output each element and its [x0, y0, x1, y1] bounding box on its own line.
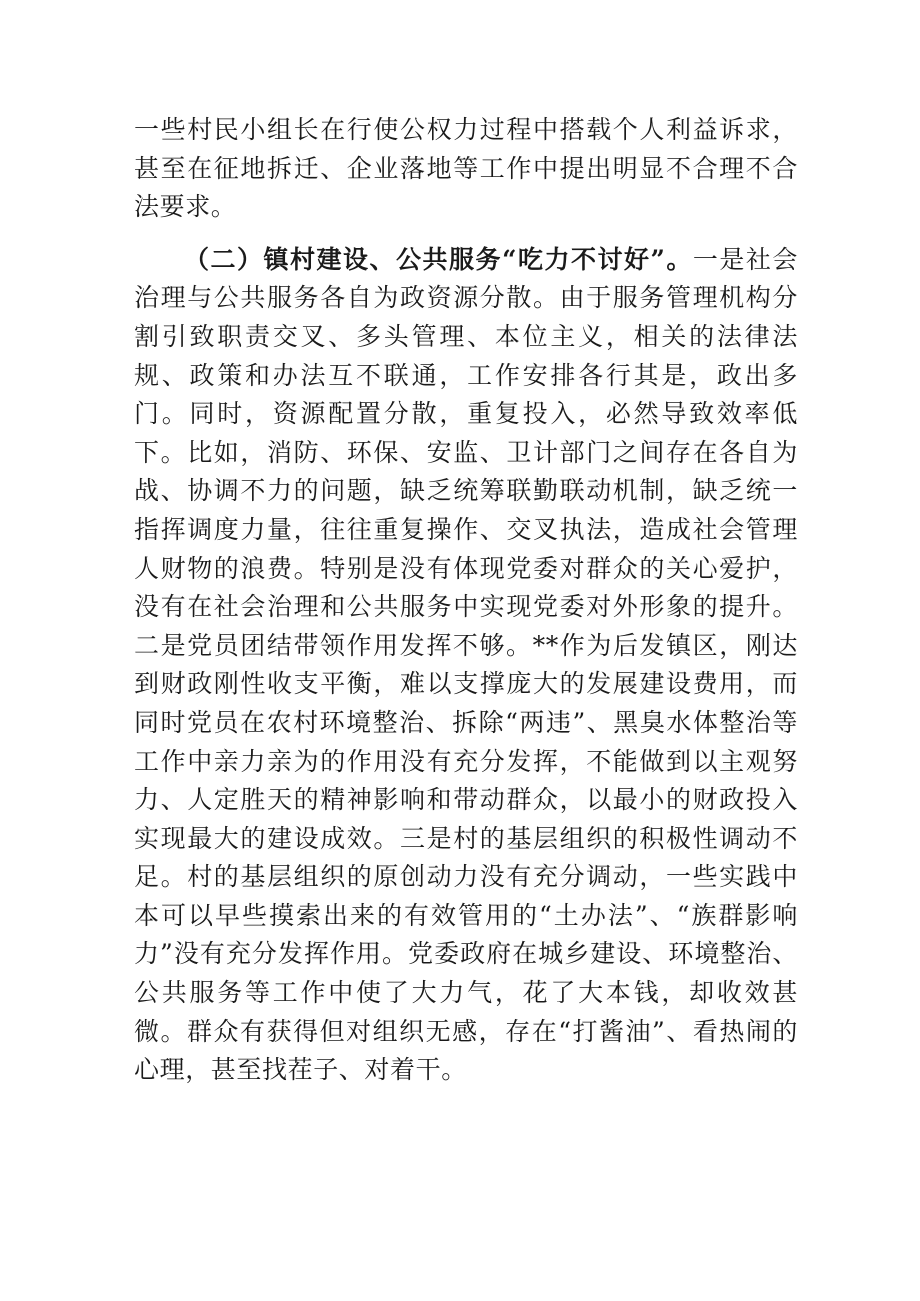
section-paragraph — [134, 241, 798, 1090]
section-body-text: 一是社会治理与公共服务各自为政资源分散。由于服务管理机构分割引致职责交叉、多头管理、本位主义，相关的法律法规、政策和办法互不联通，工作安排各行其是，政出多门。同时，资源配置分散，重复投入，必然导致效率低下。比如，消防、环保、安监、卫计部门之间存在各自为战、协调不力的问题，缺乏统筹联勤联动机制，缺乏统一指挥调度力量，往往重复操作、交叉执法，造成社会管理人财物的浪费。特别是没有体现党委对群众的关心爱护，没有在社会治理和公共服务中实现党委对外形象的提升。二是党员团结带领作用发挥不够。**作为后发镇区，刚达到财政刚性收支平衡，难以支撑庞大的发展建设费用，而同时党员在农村环境整治、拆除“两违”、黑臭水体整治等工作中亲力亲为的作用没有充分发挥，不能做到以主观努力、人定胜天的精神影响和带动群众，以最小的财政投入实现最大的建设成效。三是村的基层组织的积极性调动不足。村的基层组织的原创动力没有充分调动，一些实践中本可以早些摸索出来的有效管用的“土办法”、“族群影响力”没有充分发挥作用。党委政府在城乡建设、环境整治、公共服务等工作中使了大力气，花了大本钱，却收效甚微。群众有获得但对组织无感，存在“打酱油”、看热闹的心理，甚至找茬子、对着干。 — [134, 244, 798, 1085]
document-body — [134, 111, 798, 1090]
section-heading: （二）镇村建设、公共服务“吃力不讨好”。 — [184, 244, 693, 274]
paragraph-continuation: 一些村民小组长在行使公权力过程中搭载个人利益诉求，甚至在征地拆迁、企业落地等工作中提出明显不合理不合法要求。 — [134, 115, 798, 222]
